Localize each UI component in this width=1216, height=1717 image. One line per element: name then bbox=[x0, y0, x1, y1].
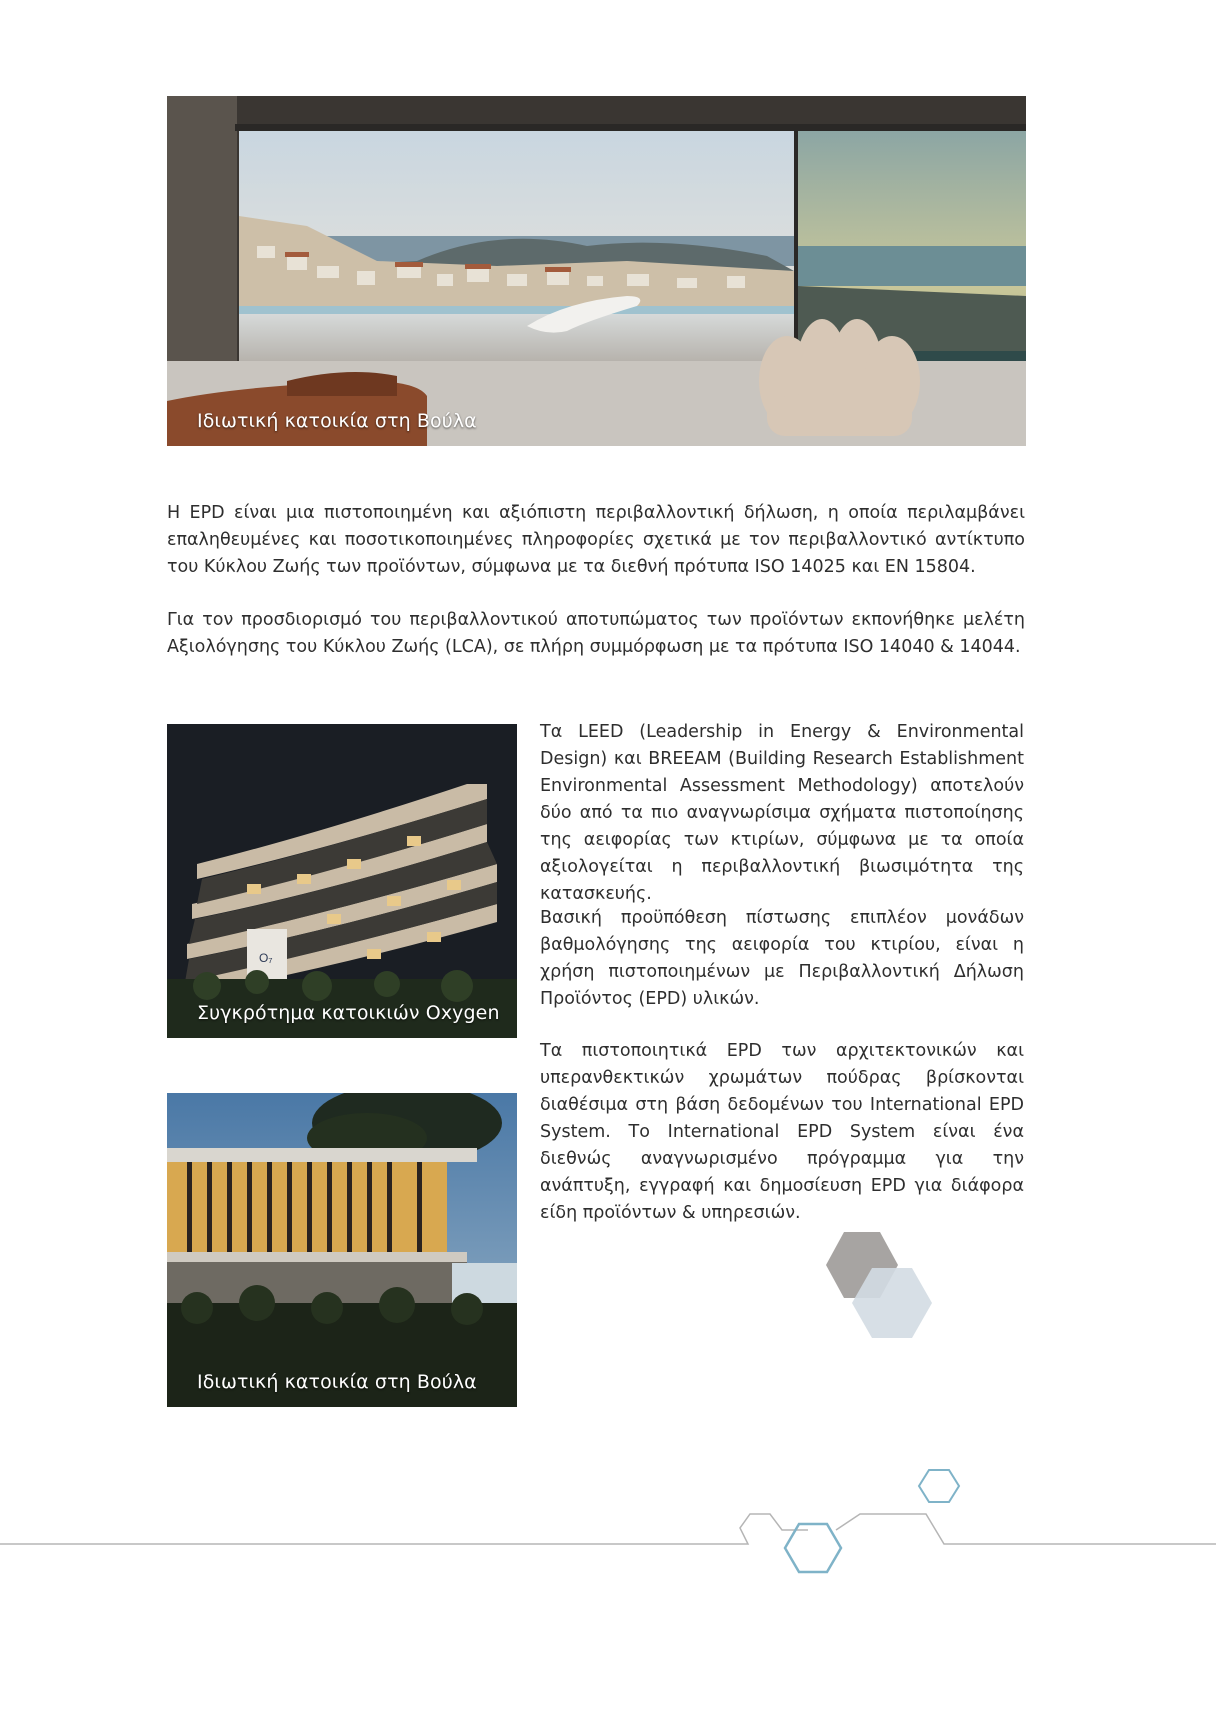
oxygen-sign: O₇ bbox=[259, 951, 273, 965]
voula-caption: Ιδιωτική κατοικία στη Βούλα bbox=[197, 1371, 477, 1393]
hexagon-outline-icon bbox=[785, 1524, 841, 1572]
intro-paragraph-epd: Η EPD είναι μια πιστοποιημένη και αξιόπιστη περιβαλλοντική δήλωση, η οποία περιλαμβάνει επαληθευμένες και ποσοτικοποιημένες πληροφορίες σχετικά με τον περιβαλλοντικό αντίκτυπο του Κύκλου Ζωής των προϊόντων, σύμφωνα με τα διεθνή πρότυπα ISO 14025 και EN 15804. bbox=[167, 503, 1025, 577]
voula-image bbox=[167, 1093, 517, 1407]
voula-photo bbox=[167, 1093, 517, 1407]
hero-image bbox=[167, 96, 1026, 446]
hero-caption: Ιδιωτική κατοικία στη Βούλα bbox=[197, 410, 477, 432]
epd-system-paragraph: Τα πιστοποιητικά EPD των αρχιτεκτονικών και υπερανθεκτικών χρωμάτων πούδρας βρίσκονται διαθέσιμα στη βάση δεδομένων του International EPD System. Το International EPD System είναι ένα διεθνώς αναγνωρισμένο πρόγραμμα για την ανάπτυξη, εγγραφή και δημοσίευση EPD για διάφορα είδη προϊόντων & υπηρεσιών. bbox=[540, 1041, 1024, 1223]
hexagon-small-outline-icon bbox=[919, 1470, 959, 1502]
credit-paragraph: Βασική προϋπόθεση πίστωσης επιπλέον μονάδων βαθμολόγησης της αειφορία του κτιρίου, είναι η χρήση πιστοποιημένων με Περιβαλλοντική Δήλωση Προϊόντος (EPD) υλικών. bbox=[540, 908, 1024, 1009]
oxygen-image bbox=[167, 724, 517, 1038]
leed-breeam-paragraph: Τα LEED (Leadership in Energy & Environmental Design) και BREEAM (Building Research Establishment Environmental Assessment Methodology) αποτελούν δύο από τα πιο αναγνωρίσιμα σχήματα πιστοποίησης της αειφορίας των κτιρίων, σύμφωνα με τα οποία αξιολογείται η περιβαλλοντική βιωσιμότητα της κατασκευής. bbox=[540, 722, 1024, 904]
oxygen-photo bbox=[167, 724, 517, 1038]
hexagon-decoration bbox=[820, 1230, 960, 1360]
intro-paragraph-lca: Για τον προσδιορισμό του περιβαλλοντικού αποτυπώματος των προϊόντων εκπονήθηκε μελέτη Αξιολόγησης του Κύκλου Ζωής (LCA), σε πλήρη συμμόρφωση με τα πρότυπα ISO 14040 & 14044. bbox=[167, 610, 1025, 657]
hero-photo bbox=[167, 96, 1026, 446]
oxygen-caption: Συγκρότημα κατοικιών Oxygen bbox=[197, 1002, 500, 1024]
footer-pattern bbox=[0, 1460, 1216, 1580]
